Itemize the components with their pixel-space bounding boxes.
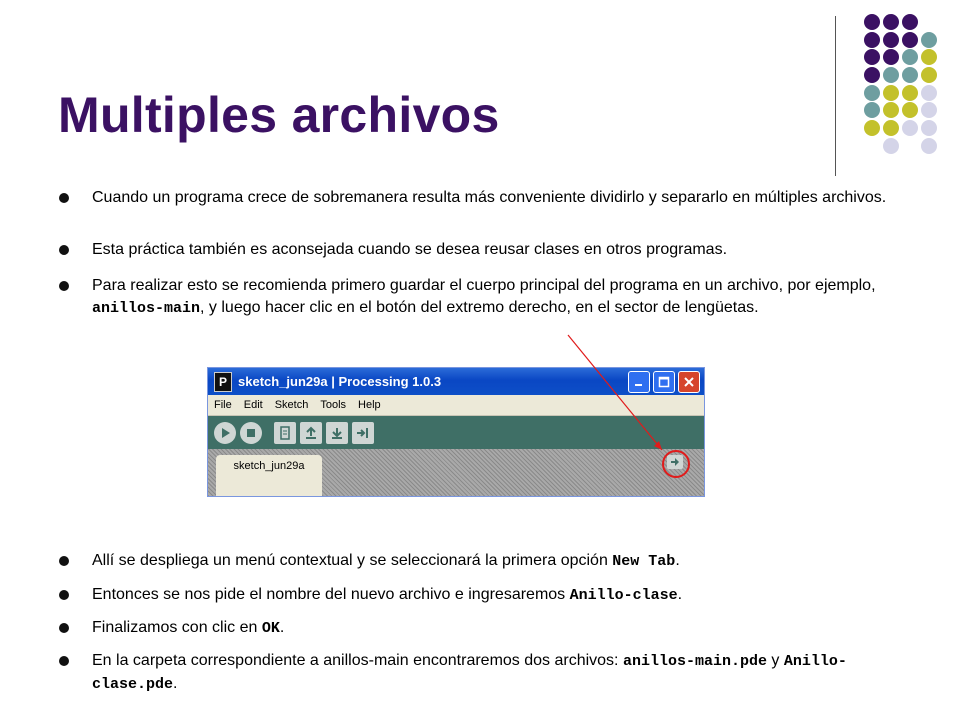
bullet-item-6: Finalizamos con clic en OK.: [92, 617, 902, 640]
processing-app-icon: P: [214, 372, 232, 392]
bullet-item-5: Entonces se nos pide el nombre del nuevo archivo e ingresaremos Anillo-clase.: [92, 584, 902, 607]
bullet-item-4: Allí se despliega un menú contextual y se seleccionará la primera opción New Tab.: [92, 550, 902, 573]
menu-sketch[interactable]: Sketch: [274, 399, 309, 411]
bullet-item-3: Para realizar esto se recomienda primero guardar el cuerpo principal del programa en un archivo, por ejemplo, anillos-main, y luego hacer clic en el botón del extremo derecho, en el sector de lengüetas.: [92, 275, 902, 320]
menu-edit[interactable]: Edit: [243, 399, 263, 411]
tab-sketch[interactable]: sketch_jun29a: [216, 455, 322, 496]
menu-file[interactable]: File: [214, 399, 232, 411]
bullet-item-1: Cuando un programa crece de sobremanera resulta más conveniente dividirlo y separarlo en múltiples archivos.: [92, 187, 902, 209]
annotation-circle: [663, 451, 689, 477]
bullet-item-2: Esta práctica también es aconsejada cuando se desea reusar clases en otros programas.: [92, 239, 902, 261]
window-title: sketch_jun29a | Processing 1.0.3: [238, 374, 442, 389]
annotation-arrow-line: [568, 335, 662, 450]
menu-help[interactable]: Help: [358, 399, 381, 411]
slide-title: Multiples archivos: [58, 87, 500, 143]
bullet-item-7: En la carpeta correspondiente a anillos-main encontraremos dos archivos: anillos-main.pde y Anillo-clase.pde.: [92, 650, 902, 696]
menu-tools[interactable]: Tools: [320, 399, 347, 411]
